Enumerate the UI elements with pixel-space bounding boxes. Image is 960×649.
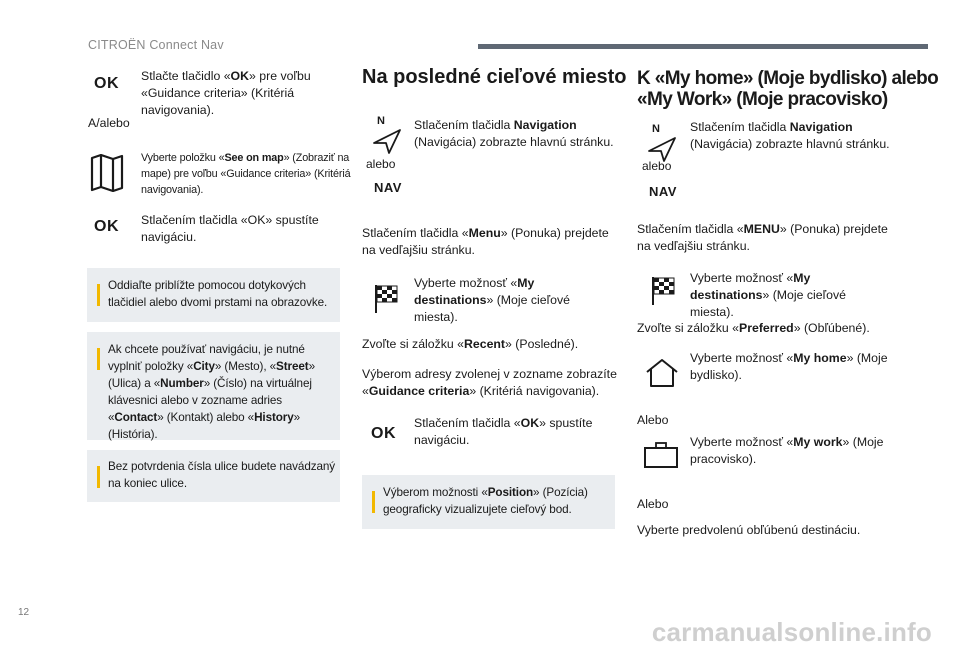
ok-icon-2: OK <box>94 218 119 235</box>
title-line-2: «My Work» (Moje pracovisko) <box>637 89 888 110</box>
col3-step6: Vyberte možnosť «My work» (Moje pracovisko). <box>690 435 884 466</box>
info-note-1 <box>87 268 340 322</box>
home-icon <box>645 358 679 388</box>
briefcase-icon <box>643 441 679 469</box>
n-letter: N <box>377 115 385 127</box>
title-line-1: K «My home» (Moje bydlisko) alebo <box>637 68 939 89</box>
col2-step4: Zvoľte si záložku «Recent» (Posledné). <box>362 337 579 351</box>
note-text: Bez potvrdenia čísla ulice budete navádzaný na koniec ulice. <box>108 460 336 490</box>
ok-icon-3: OK <box>371 425 396 442</box>
n-letter: N <box>652 123 660 135</box>
checkered-flag-icon <box>374 284 400 314</box>
col3-step2: Stlačením tlačidla «MENU» (Ponuka) prejdete na vedľajšiu stránku. <box>637 222 888 253</box>
col1-step3: Stlačením tlačidla «OK» spustíte navigáciu. <box>141 213 319 244</box>
section-title-recent: Na posledné cieľové miesto <box>362 66 627 88</box>
watermark: carmanualsonline.info <box>651 617 932 647</box>
note-text: Ak chcete používať navigáciu, je nutné vyplniť položky «City» (Mesto), «Street» (Ulica) a «Number» (Číslo) na virtuálnej klávesnici alebo v zozname adries «Contact» (Kontakt) alebo «History» (História). <box>108 343 315 441</box>
alebo-label-2: Alebo <box>637 413 669 427</box>
nav-button-label: NAV <box>649 184 677 199</box>
alebo-label-3: Alebo <box>637 497 669 511</box>
navigation-arrow-icon-2 <box>647 124 683 162</box>
section-title-home-work <box>637 68 938 110</box>
alebo-label: alebo <box>642 159 672 173</box>
col3-step5: Vyberte možnosť «My home» (Moje bydlisko). <box>690 351 888 382</box>
col3-step1: Stlačením tlačidla Navigation (Navigácia) zobrazte hlavnú stránku. <box>690 120 890 151</box>
col1-step2: Vyberte položku «See on map» (Zobraziť na mape) pre voľbu «Guidance criteria» (Kritériá navigovania). <box>141 152 351 196</box>
col3-step3: Vyberte možnosť «My destinations» (Moje cieľové miesta). <box>690 271 846 319</box>
ok-icon: OK <box>94 75 119 92</box>
note-accent <box>97 284 100 306</box>
map-icon <box>90 154 124 192</box>
col1-alebo: A/alebo <box>88 116 130 130</box>
navigation-arrow-icon <box>372 116 408 154</box>
note-accent <box>97 348 100 370</box>
info-note-4 <box>362 475 615 529</box>
header-bar <box>478 44 928 49</box>
col3-step4: Zvoľte si záložku «Preferred» (Obľúbené). <box>637 321 870 335</box>
checkered-flag-icon-2 <box>651 276 677 306</box>
nav-button-label: NAV <box>374 180 402 195</box>
col2-step3: Vyberte možnosť «My destinations» (Moje cieľové miesta). <box>414 276 570 324</box>
alebo-label: alebo <box>366 157 396 171</box>
note-accent <box>372 491 375 513</box>
col3-step7: Vyberte predvolenú obľúbenú destináciu. <box>637 523 861 537</box>
col2-step6: Stlačením tlačidla «OK» spustíte navigáciu. <box>414 416 593 447</box>
col1-step1: Stlačte tlačidlo «OK» pre voľbu «Guidance criteria» (Kritériá navigovania). <box>141 69 311 117</box>
info-note-3 <box>87 450 340 502</box>
note-text: Oddiaľte priblížte pomocou dotykových tlačidiel alebo dvomi prstami na obrazovke. <box>108 279 328 309</box>
page-number: 12 <box>18 607 30 618</box>
note-accent <box>97 466 100 488</box>
header-title: CITROËN Connect Nav <box>88 38 224 52</box>
col2-step2: Stlačením tlačidla «Menu» (Ponuka) prejdete na vedľajšiu stránku. <box>362 226 609 257</box>
info-note-2 <box>87 332 340 440</box>
note-text: Výberom možnosti «Position» (Pozícia) geograficky vizualizujete cieľový bod. <box>383 486 588 516</box>
col2-step1: Stlačením tlačidla Navigation (Navigácia) zobrazte hlavnú stránku. <box>414 118 614 149</box>
col2-step5: Výberom adresy zvolenej v zozname zobrazíte «Guidance criteria» (Kritériá navigovania). <box>362 367 617 398</box>
